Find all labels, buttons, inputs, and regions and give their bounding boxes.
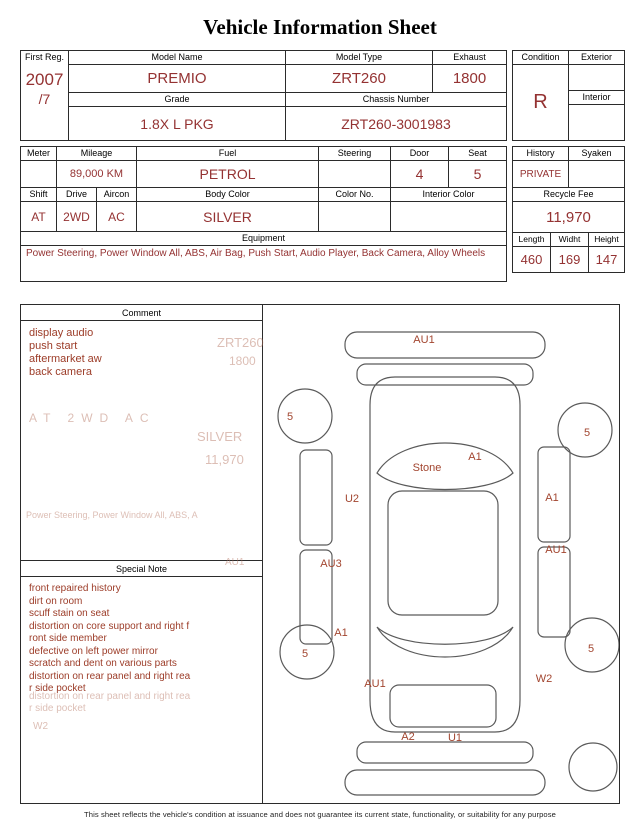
damage-code-label: AU1 <box>413 334 435 346</box>
first-reg-month: /7 <box>38 91 51 107</box>
chassis-number-value: ZRT260-3001983 <box>286 107 507 141</box>
door-value: 4 <box>391 161 449 188</box>
front-panel-shape <box>357 364 533 385</box>
comment-line: back camera <box>29 366 92 378</box>
first-reg-label: First Reg. <box>24 52 64 62</box>
special-note-line: distortion on rear panel and right rea <box>29 670 191 682</box>
special-note-line: ront side member <box>29 633 107 644</box>
mileage-value: 89,000 KM <box>57 161 137 188</box>
steering-value <box>319 161 391 188</box>
shift-label: Shift <box>21 188 57 202</box>
height-value: 147 <box>589 247 625 273</box>
body-color-value: SILVER <box>137 202 319 232</box>
ghost-text: W2 <box>33 721 48 732</box>
special-note-line: defective on left power mirror <box>29 645 158 657</box>
special-note-line: scuff stain on seat <box>29 608 110 619</box>
damage-code-label: A1 <box>545 492 559 504</box>
identity-section <box>20 50 620 141</box>
comment-line: aftermarket aw <box>29 353 102 365</box>
ghost-text: SILVER <box>197 429 243 444</box>
grade-label: Grade <box>69 93 286 107</box>
damage-code-label: AU1 <box>364 678 386 690</box>
syaken-label: Syaken <box>569 147 625 161</box>
interior-color-value <box>391 202 507 232</box>
equipment-label: Equipment <box>21 232 507 246</box>
interior-label: Interior <box>569 91 625 105</box>
exhaust-value: 1800 <box>433 65 507 93</box>
right-rear-door-shape <box>538 547 570 637</box>
interior-value <box>569 105 625 141</box>
model-name-label: Model Name <box>69 51 286 65</box>
damage-code-label: Stone <box>412 462 442 474</box>
chassis-number-label: Chassis Number <box>286 93 507 107</box>
notes-column <box>21 305 263 803</box>
aircon-label: Aircon <box>97 188 137 202</box>
dimensions-table <box>512 232 625 273</box>
identity-table <box>20 50 507 141</box>
comment-line: display audio <box>29 327 94 339</box>
special-note-lines <box>21 577 262 702</box>
exterior-value <box>569 65 625 91</box>
meter-label: Meter <box>21 147 57 161</box>
fuel-value: PETROL <box>137 161 319 188</box>
damage-code-label: 5 <box>583 427 591 439</box>
color-no-label: Color No. <box>319 188 391 202</box>
aircon-value: AC <box>97 202 137 232</box>
special-note-line: front repaired history <box>29 583 121 594</box>
length-value: 460 <box>513 247 551 273</box>
damage-code-label: A1 <box>334 627 348 639</box>
first-reg-year: 2007 <box>25 70 64 89</box>
comment-line: push start <box>29 340 78 352</box>
damage-code-label: A1 <box>468 451 482 463</box>
windshield-shape <box>377 443 513 490</box>
meter-value <box>21 161 57 188</box>
recycle-fee-table <box>512 187 625 233</box>
equipment-value: Power Steering, Power Window All, ABS, Air Bag, Push Start, Audio Player, Back Camera, Alloy Wheels <box>21 246 507 282</box>
model-type-label: Model Type <box>286 51 433 65</box>
damage-code-label: AU1 <box>545 544 567 556</box>
history-table <box>512 146 625 188</box>
rear-bumper-shape <box>345 770 545 795</box>
condition-detail-section <box>20 304 620 804</box>
ghost-text: Power Steering, Power Window All, ABS, A <box>26 510 198 520</box>
height-label: Height <box>589 233 625 247</box>
recycle-fee-value: 11,970 <box>513 202 625 233</box>
drive-label: Drive <box>57 188 97 202</box>
damage-code-label: 5 <box>286 411 294 423</box>
comment-header: Comment <box>21 305 262 321</box>
exhaust-label: Exhaust <box>433 51 507 65</box>
car-damage-diagram <box>263 305 619 803</box>
ghost-text: AU1 <box>225 557 245 568</box>
seat-label: Seat <box>449 147 507 161</box>
ghost-text: 11,970 <box>205 452 244 467</box>
length-label: Length <box>513 233 551 247</box>
width-value: 169 <box>551 247 589 273</box>
disclaimer-text: This sheet reflects the vehicle's condition at issuance and does not guarantee its current state, functionality, or suitability for any purpose <box>84 810 556 819</box>
ghost-text: 1800 <box>229 354 256 368</box>
damage-code-label: U2 <box>344 493 360 505</box>
specs-table <box>20 146 507 282</box>
damage-codes <box>287 334 594 744</box>
special-note-header: Special Note <box>21 561 262 577</box>
condition-table <box>512 50 625 141</box>
ghost-text: distortion on rear panel and right rea <box>29 691 191 702</box>
trunk-shape <box>390 685 496 727</box>
first-reg-cell <box>21 51 69 141</box>
roof-shape <box>388 491 498 615</box>
shift-value: AT <box>21 202 57 232</box>
model-name-value: PREMIO <box>69 65 286 93</box>
rear-panel-shape <box>357 742 533 763</box>
ghost-text: r side pocket <box>29 703 86 714</box>
history-label: History <box>513 147 569 161</box>
damage-code-label: 5 <box>587 643 595 655</box>
damage-code-label: 5 <box>301 648 309 660</box>
damage-code-label: AU3 <box>320 558 342 570</box>
comment-lines <box>21 321 262 385</box>
spare-tire-shape <box>569 743 617 791</box>
exterior-label: Exterior <box>569 51 625 65</box>
special-note-line: scratch and dent on various parts <box>29 658 177 669</box>
color-no-value <box>319 202 391 232</box>
condition-value: R <box>513 65 569 141</box>
damage-code-label: U1 <box>447 732 463 744</box>
history-fee-dims-column <box>512 146 624 273</box>
mileage-label: Mileage <box>57 147 137 161</box>
comment-box <box>21 305 262 561</box>
recycle-fee-label: Recycle Fee <box>513 188 625 202</box>
width-label: Widht <box>551 233 589 247</box>
seat-value: 5 <box>449 161 507 188</box>
left-front-door-shape <box>300 450 332 545</box>
condition-label: Condition <box>513 51 569 65</box>
body-color-label: Body Color <box>137 188 319 202</box>
damage-code-label: A2 <box>401 731 415 743</box>
special-note-line: dirt on room <box>29 595 83 607</box>
door-label: Door <box>391 147 449 161</box>
special-note-box <box>21 561 262 803</box>
damage-code-label: W2 <box>535 673 553 685</box>
syaken-value <box>569 161 625 188</box>
ghost-text: AT 2WD AC <box>29 411 156 425</box>
steering-label: Steering <box>319 147 391 161</box>
specs-section <box>20 146 620 282</box>
fuel-label: Fuel <box>137 147 319 161</box>
history-value: PRIVATE <box>513 161 569 188</box>
interior-color-label: Interior Color <box>391 188 507 202</box>
special-note-line: distortion on core support and right f <box>29 620 190 632</box>
drive-value: 2WD <box>57 202 97 232</box>
rear-window-shape <box>377 627 513 657</box>
ghost-text: ZRT260 <box>217 335 264 350</box>
special-note-line: r side pocket <box>29 683 86 694</box>
model-type-value: ZRT260 <box>286 65 433 93</box>
front-bumper-shape <box>345 332 545 358</box>
grade-value: 1.8X L PKG <box>69 107 286 141</box>
page-title: Vehicle Information Sheet <box>203 15 437 39</box>
